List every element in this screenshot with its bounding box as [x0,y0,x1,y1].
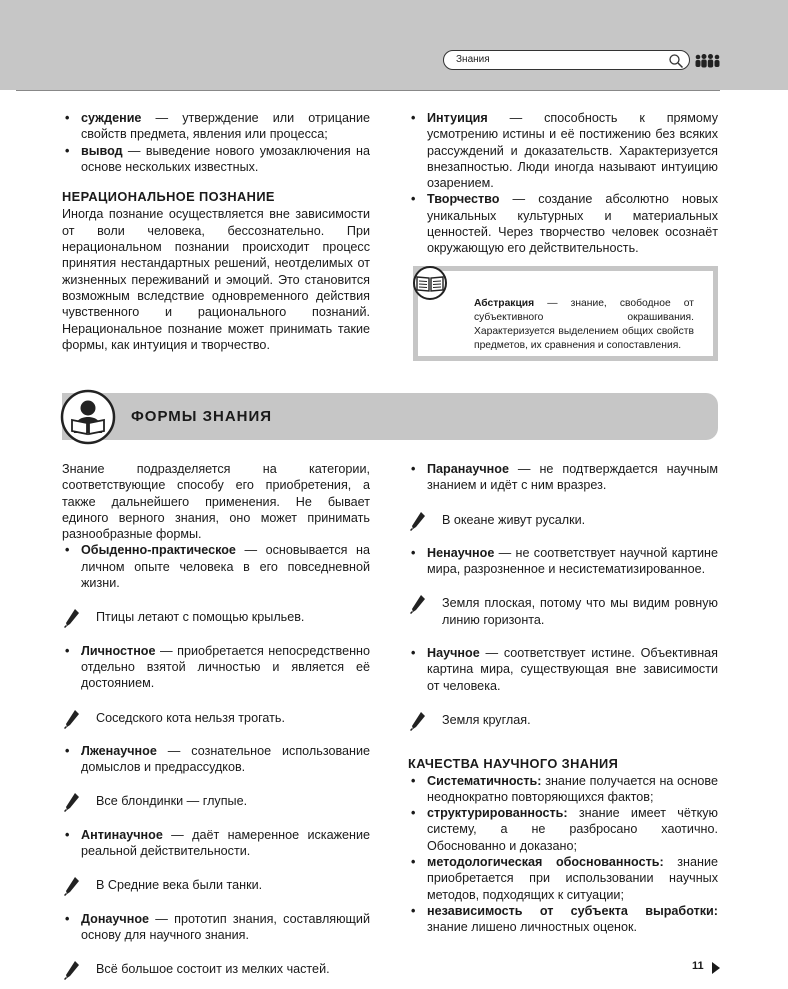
list-item: • методологическая обоснованность: знание приобретается при использовании научных методов, подходящих к ситуации; [408,854,718,903]
section-heading: НЕРАЦИОНАЛЬНОЕ ПОЗНАНИЕ [62,189,275,205]
paragraph: Иногда познание осуществляется вне зависимости от воли человека, бессознательно. При нерациональном познании происходит процесс принятия нестандартных решений, неотделимых от жизненных переживаний и эмоций. Это становится возможным вследствие одновременного действия чувственного и рационального познаний. Нерациональное познание может принимать такие формы, как интуиция и творчество. [62,207,370,352]
list-item: • Творчество — создание абсолютно новых уникальных культурных и материальных ценностей. Через творчество человек осознаёт окружающую его действительность. [408,191,718,256]
pen-icon [64,709,80,729]
list-item: • Интуиция — способность к прямому усмотрению истины и её постижению без всяких рассуждений и доказательств. Характеризуется внезапностью. Люди иногда называют интуицию озарением. [408,110,718,191]
left-top-column [62,110,370,353]
list-item: • независимость от субъекта выработки: знание лишено личностных оценок. [408,903,718,936]
right-bottom-column [408,461,718,936]
list-item: • Личностное — приобретается непосредственно отдельно взятой личностью и является её достоянием. [62,643,370,692]
list-item: • Систематичность: знание получается на основе неоднократно повторяющихся фактов; [408,773,718,806]
list-item: • суждение — утверждение или отрицание свойств предмета, явления или процесса; [62,110,370,143]
example: В Средние века были танки. [62,877,370,893]
example: Все блондинки — глупые. [62,793,370,809]
section-title: ФОРМЫ ЗНАНИЯ [131,408,273,425]
pen-icon [64,876,80,896]
list-item: • Лженаучное — сознательное использование домыслов и предрассудков. [62,743,370,776]
pen-icon [64,792,80,812]
header-band [0,0,788,90]
pen-icon [410,711,426,731]
search-box[interactable] [443,50,690,70]
pen-icon [410,594,426,614]
people-group-icon [694,53,722,71]
left-bottom-column [62,461,370,978]
header-divider [16,90,720,91]
example: Земля круглая. [408,712,718,728]
paragraph: Знание подразделяется на категории, соответствующие способу его приобретения, а также дальнейшего применения. Не бывает единого верного знания, оно может принимать разнообразные формы. [62,462,370,542]
list-item: • Паранаучное — не подтверждается научным знанием и идёт с ним вразрез. [408,461,718,494]
list-item: • Обыденно-практическое — основывается на личном опыте человека в его повседневной жизни. [62,542,370,591]
list-item: • структурированность: знание имеет чёткую систему, а не разбросано хаотично. Обоснованно и доказано; [408,805,718,854]
search-icon[interactable] [668,53,684,69]
example: Всё большое состоит из мелких частей. [62,961,370,977]
list-item: • Ненаучное — не соответствует научной картине мира, разрозненное и несистематизированное. [408,545,718,578]
list-item: • Антинаучное — даёт намеренное искажение реальной действительности. [62,827,370,860]
note-text: Абстракция — знание, свободное от субъективного окрашивания. Характеризуется выделением общих свойств предметов, их сравнения и сопоставления. [474,298,694,352]
example: В океане живут русалки. [408,512,718,528]
pen-icon [64,960,80,980]
section-heading: КАЧЕСТВА НАУЧНОГО ЗНАНИЯ [408,756,619,772]
list-item: • Научное — соответствует истине. Объективная картина мира, существующая вне зависимости от человека. [408,645,718,694]
open-book-icon [410,266,450,300]
list-item: • Донаучное — прототип знания, составляющий основу для научного знания. [62,911,370,944]
right-top-column [408,110,718,257]
page-number: 11 [692,960,704,972]
example: Земля плоская, потому что мы видим ровную линию горизонта. [408,595,718,628]
pen-icon [410,511,426,531]
pen-icon [64,608,80,628]
example: Птицы летают с помощью крыльев. [62,609,370,625]
definition-note [413,266,718,361]
next-arrow-icon[interactable] [712,962,720,974]
example: Соседского кота нельзя трогать. [62,710,370,726]
search-text: Знания [456,54,490,65]
reading-person-icon [60,389,116,445]
list-item: • вывод — выведение нового умозаключения на основе нескольких известных. [62,143,370,176]
